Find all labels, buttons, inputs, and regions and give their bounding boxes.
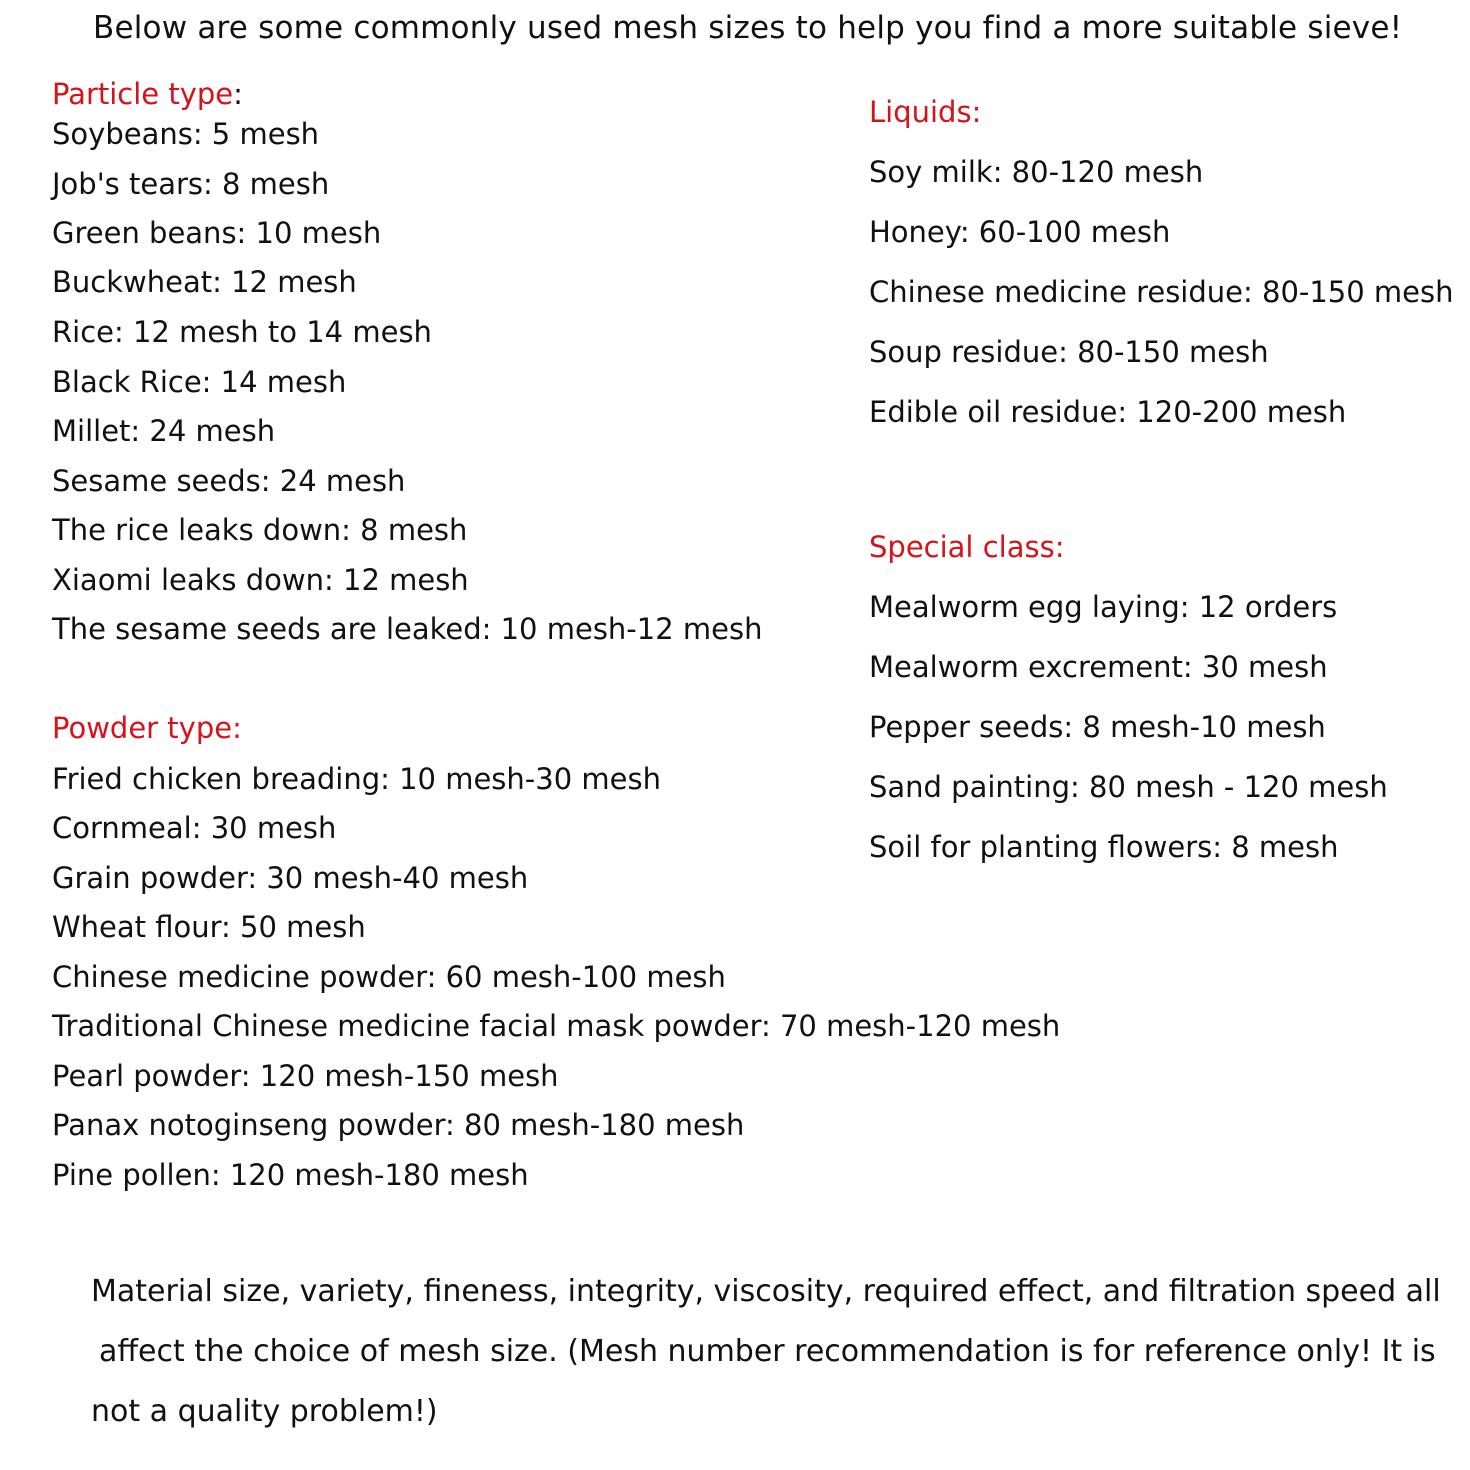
- list-item: Buckwheat: 12 mesh: [52, 265, 357, 299]
- footer-line: Material size, variety, fineness, integrity, viscosity, required effect, and filtration speed all: [91, 1274, 1441, 1309]
- list-item: Fried chicken breading: 10 mesh-30 mesh: [52, 762, 661, 796]
- particle-heading-label: Particle type: [52, 77, 234, 111]
- liquids-heading: Liquids:: [869, 95, 982, 129]
- intro-text: Below are some commonly used mesh sizes to help you find a more suitable sieve!: [93, 10, 1403, 46]
- list-item: Chinese medicine powder: 60 mesh-100 mesh: [52, 960, 726, 994]
- list-item: Mealworm excrement: 30 mesh: [869, 650, 1328, 684]
- list-item: Pine pollen: 120 mesh-180 mesh: [52, 1158, 529, 1192]
- particle-heading: [52, 76, 243, 112]
- list-item: Xiaomi leaks down: 12 mesh: [52, 563, 469, 597]
- list-item: The rice leaks down: 8 mesh: [52, 513, 468, 547]
- list-item: Panax notoginseng powder: 80 mesh-180 mesh: [52, 1108, 745, 1142]
- particle-heading-colon: :: [233, 77, 243, 111]
- list-item: Soy milk: 80-120 mesh: [869, 155, 1204, 189]
- list-item: Soybeans: 5 mesh: [52, 117, 320, 151]
- list-item: Soil for planting flowers: 8 mesh: [869, 830, 1339, 864]
- list-item: Grain powder: 30 mesh-40 mesh: [52, 861, 529, 895]
- list-item: Job's tears: 8 mesh: [52, 167, 330, 201]
- list-item: Millet: 24 mesh: [52, 414, 276, 448]
- list-item: Pearl powder: 120 mesh-150 mesh: [52, 1059, 559, 1093]
- special-heading: Special class:: [869, 530, 1065, 564]
- list-item: Pepper seeds: 8 mesh-10 mesh: [869, 710, 1326, 744]
- footer-line: affect the choice of mesh size. (Mesh number recommendation is for reference only! It is: [99, 1334, 1436, 1369]
- footer-note: [91, 1262, 1441, 1442]
- list-item: Edible oil residue: 120-200 mesh: [869, 395, 1347, 429]
- list-item: Soup residue: 80-150 mesh: [869, 335, 1269, 369]
- list-item: Black Rice: 14 mesh: [52, 365, 347, 399]
- list-item: Mealworm egg laying: 12 orders: [869, 590, 1338, 624]
- list-item: Sesame seeds: 24 mesh: [52, 464, 406, 498]
- list-item: Wheat flour: 50 mesh: [52, 910, 366, 944]
- list-item: The sesame seeds are leaked: 10 mesh-12 mesh: [52, 612, 763, 646]
- list-item: Traditional Chinese medicine facial mask powder: 70 mesh-120 mesh: [52, 1009, 1061, 1043]
- list-item: Honey: 60-100 mesh: [869, 215, 1171, 249]
- powder-heading: Powder type:: [52, 711, 242, 745]
- list-item: Chinese medicine residue: 80-150 mesh: [869, 275, 1454, 309]
- list-item: Cornmeal: 30 mesh: [52, 811, 337, 845]
- footer-line: not a quality problem!): [91, 1394, 438, 1429]
- list-item: Sand painting: 80 mesh - 120 mesh: [869, 770, 1388, 804]
- list-item: Green beans: 10 mesh: [52, 216, 382, 250]
- list-item: Rice: 12 mesh to 14 mesh: [52, 315, 432, 349]
